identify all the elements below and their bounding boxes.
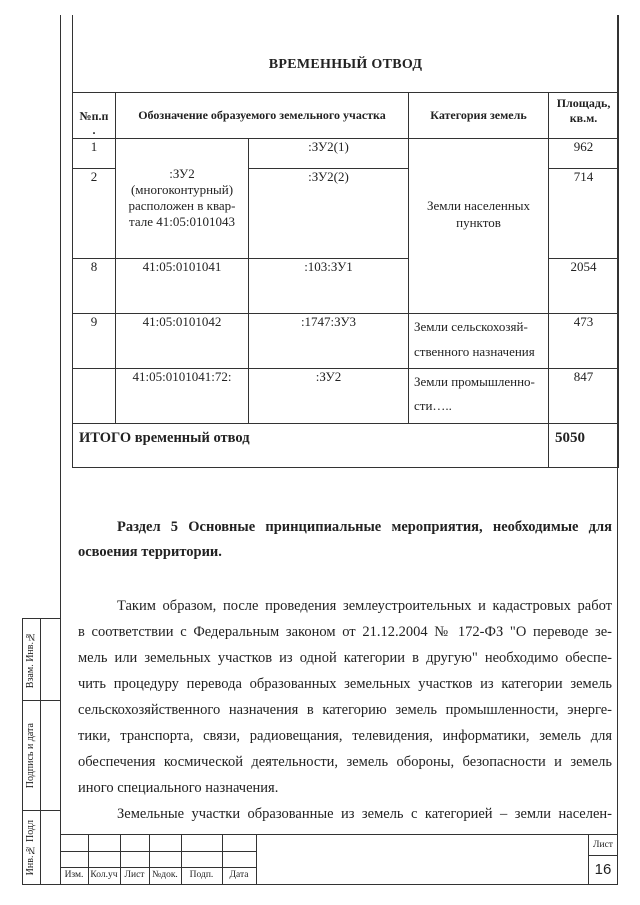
sheet-number: 16 xyxy=(594,861,612,878)
sub-parcel-designation: :ЗУ2(2) xyxy=(249,168,409,258)
land-category-line: Земли сельскохозяй- xyxy=(414,318,528,334)
sub-parcel-designation: :103:ЗУ1 xyxy=(249,258,409,313)
table-row xyxy=(73,313,619,368)
row-number: 2 xyxy=(73,168,116,258)
area-value: 847 xyxy=(549,368,619,423)
area-value: 473 xyxy=(549,313,619,368)
side-strip-label: Инв.№ Подл xyxy=(25,819,36,876)
paragraph-line: тики, транспорта, связи, радиовещания, телевидения, информатики, земель для xyxy=(78,728,612,744)
land-category-line: сти….. xyxy=(414,397,452,413)
title-block-count-label: Кол.уч xyxy=(90,870,118,880)
settlement-category-cell xyxy=(409,138,549,313)
side-strip-label: Взам. Инв.№ xyxy=(25,630,36,689)
header-number-line: №п.п xyxy=(79,108,109,123)
table-header-row xyxy=(73,92,619,138)
sub-parcel-designation: :ЗУ2(1) xyxy=(249,138,409,168)
paragraph-line: чить процедуру перевода образованных земельных участков из категории земель xyxy=(78,676,612,692)
cadastral-quarter: 41:05:0101041 xyxy=(116,258,249,313)
land-category-cell xyxy=(409,313,549,368)
table-title: ВРЕМЕННЫЙ ОТВОД xyxy=(73,15,619,92)
header-area xyxy=(549,92,619,138)
side-strip-replaced-inventory xyxy=(22,619,40,700)
sub-parcel-designation: :ЗУ2 xyxy=(249,368,409,423)
row-number: 1 xyxy=(73,138,116,168)
title-block-top-line xyxy=(60,834,618,835)
side-strip-label: Подпись и дата xyxy=(25,722,36,789)
paragraph-line: иного специального назначения. xyxy=(78,780,279,796)
table-title-row xyxy=(73,15,619,92)
total-value: 5050 xyxy=(549,423,619,467)
area-value: 962 xyxy=(549,138,619,168)
side-strip-divider-line xyxy=(40,618,41,884)
title-block-row-line xyxy=(60,851,256,852)
sheet-label: Лист xyxy=(593,840,613,850)
header-category: Категория земель xyxy=(409,92,549,138)
settlement-category-line: Земли населенных xyxy=(426,197,531,213)
title-block-doc-number-label: №док. xyxy=(152,870,178,880)
title-block-signature-label: Подп. xyxy=(189,870,214,880)
title-block-bottom-line xyxy=(22,884,618,885)
land-category-line: ственного назначения xyxy=(414,343,535,359)
settlement-category-line: пунктов xyxy=(456,214,501,230)
multicontour-line: тале 41:05:0101043 xyxy=(129,214,235,229)
total-label: ИТОГО временный отвод xyxy=(73,423,549,467)
table-total-row xyxy=(73,423,619,467)
paragraph-line: в соответствии с Федеральным законом от 21.12.2004 № 172-ФЗ "О переводе зе- xyxy=(78,624,612,640)
multicontour-line: :ЗУ2 xyxy=(169,166,195,181)
paragraph-line: сельскохозяйственного назначения в категорию земель промышленности, энерге- xyxy=(78,702,612,718)
title-block-sheet-col-label: Лист xyxy=(124,870,145,880)
row-number: 9 xyxy=(73,313,116,368)
area-value: 2054 xyxy=(549,258,619,313)
paragraph-line: Таким образом, после проведения землеустроительных и кадастровых работ xyxy=(117,598,612,614)
section-heading-line: освоения территории. xyxy=(78,544,222,560)
title-block-change-label: Изм. xyxy=(64,870,84,880)
sub-parcel-designation: :1747:ЗУ3 xyxy=(249,313,409,368)
table-row xyxy=(73,368,619,423)
area-value: 714 xyxy=(549,168,619,258)
header-area-line: кв.м. xyxy=(569,110,598,125)
multicontour-line: (многоконтурный) xyxy=(130,182,234,197)
land-category-line: Земли промышленно- xyxy=(414,373,535,389)
header-number xyxy=(73,92,116,138)
paragraph-line: мель или земельных участков из одной категории в другую" необходимо обеспе- xyxy=(78,650,612,666)
body-text xyxy=(78,593,612,827)
title-block-column-line xyxy=(256,834,257,884)
section-heading xyxy=(78,515,612,565)
multicontour-parcel-cell xyxy=(116,138,249,258)
cadastral-quarter: 41:05:0101041:72: xyxy=(116,368,249,423)
cadastral-quarter: 41:05:0101042 xyxy=(116,313,249,368)
side-strip-signature-date xyxy=(22,701,40,810)
paragraph-line: обеспечения космической деятельности, земель обороны, безопасности и земель xyxy=(78,754,612,770)
land-category-cell xyxy=(409,368,549,423)
header-designation: Обозначение образуемого земельного участка xyxy=(116,92,409,138)
row-number-empty xyxy=(73,368,116,423)
table-row xyxy=(73,138,619,168)
row-number: 8 xyxy=(73,258,116,313)
section-heading-line: Раздел 5 Основные принципиальные мероприятия, необходимые для xyxy=(117,519,612,535)
temporary-allotment-table xyxy=(72,15,619,468)
paragraph-line: Земельные участки образованные из земель с категорией – земли населен- xyxy=(117,806,612,822)
title-block-date-label: Дата xyxy=(229,870,249,880)
frame-left-line xyxy=(60,15,61,884)
header-number-line: . xyxy=(92,122,96,137)
multicontour-line: расположен в квар- xyxy=(128,198,236,213)
header-area-line: Площадь, xyxy=(556,95,611,110)
side-strip-original-inventory xyxy=(22,811,40,884)
